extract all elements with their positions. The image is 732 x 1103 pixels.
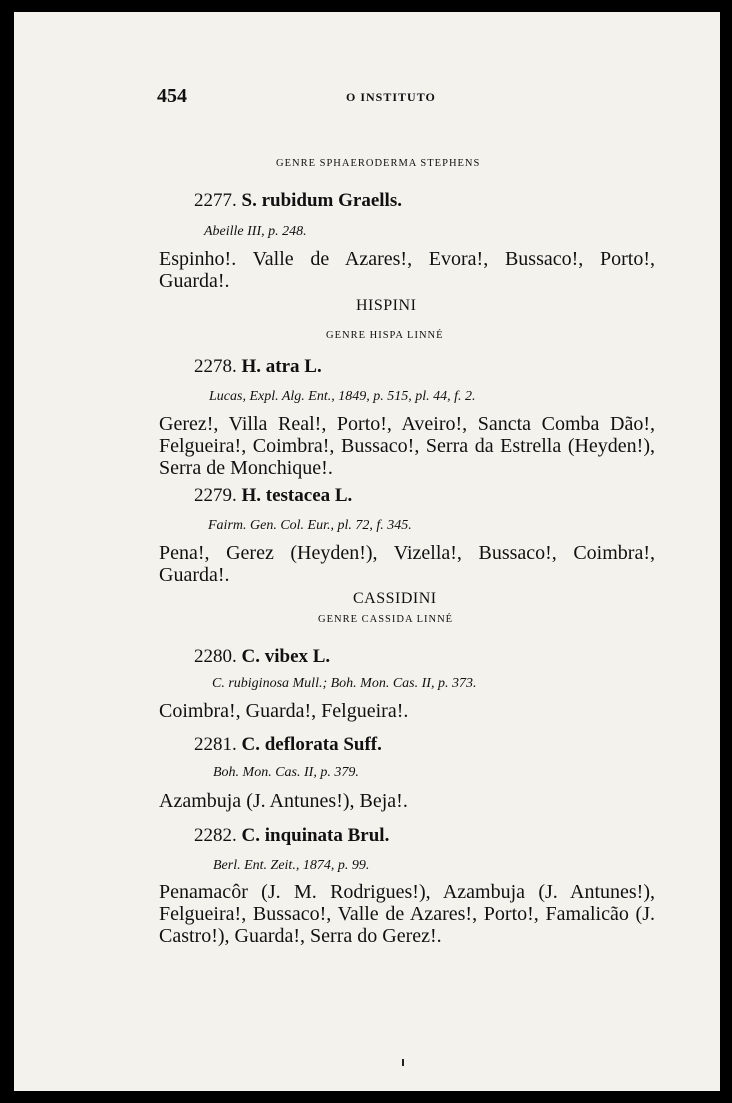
genre-heading-hispa: GENRE HISPA LINNÉ [326, 330, 444, 341]
species-2278 [194, 356, 322, 378]
species-reference: Abeille III, p. 248. [204, 224, 307, 239]
species-number: 2277. [194, 190, 237, 211]
tribe-heading-cassidini: CASSIDINI [353, 590, 437, 607]
species-number: 2279. [194, 485, 237, 506]
running-title: O INSTITUTO [346, 90, 436, 104]
species-number: 2281. [194, 734, 237, 755]
species-2277 [194, 190, 402, 212]
species-reference: C. rubiginosa Mull.; Boh. Mon. Cas. II, p. 373. [212, 676, 477, 691]
species-reference: Lucas, Expl. Alg. Ent., 1849, p. 515, pl. 44, f. 2. [209, 389, 476, 404]
species-2282 [194, 825, 389, 847]
species-name: S. rubidum Graells. [241, 190, 402, 211]
species-number: 2278. [194, 356, 237, 377]
species-name: C. deflorata Suff. [241, 734, 382, 755]
species-reference: Fairm. Gen. Col. Eur., pl. 72, f. 345. [208, 518, 412, 533]
species-2280 [194, 646, 330, 668]
species-localities: Espinho!. Valle de Azares!, Evora!, Bussaco!, Porto!, Guarda!. [159, 248, 655, 292]
species-localities: Coimbra!, Guarda!, Felgueira!. [159, 700, 409, 722]
species-localities: Pena!, Gerez (Heyden!), Vizella!, Bussaco!, Coimbra!, Guarda!. [159, 542, 655, 586]
species-localities: Gerez!, Villa Real!, Porto!, Aveiro!, Sancta Comba Dão!, Felgueira!, Coimbra!, Bussaco!, Serra da Estrella (Heyden!), Serra de Monchique!. [159, 413, 655, 479]
species-2281 [194, 734, 382, 756]
species-name: H. atra L. [241, 356, 322, 377]
book-page [14, 12, 720, 1091]
page-number: 454 [157, 85, 187, 107]
tribe-heading-hispini: HISPINI [356, 297, 417, 314]
species-localities: Azambuja (J. Antunes!), Beja!. [159, 790, 408, 812]
species-name: H. testacea L. [241, 485, 353, 506]
species-localities: Penamacôr (J. M. Rodrigues!), Azambuja (J. Antunes!), Felgueira!, Bussaco!, Valle de Azares!, Porto!, Famalicão (J. Castro!), Guarda!, Serra do Gerez!. [159, 881, 655, 947]
species-name: C. inquinata Brul. [241, 825, 390, 846]
species-number: 2282. [194, 825, 237, 846]
species-reference: Boh. Mon. Cas. II, p. 379. [213, 765, 359, 780]
species-name: C. vibex L. [241, 646, 331, 667]
ink-mark [402, 1059, 404, 1066]
species-2279 [194, 485, 352, 507]
genre-heading-cassida: GENRE CASSIDA LINNÉ [318, 614, 454, 625]
genre-heading-sphaeroderma: GENRE SPHAERODERMA STEPHENS [276, 158, 481, 169]
species-number: 2280. [194, 646, 237, 667]
species-reference: Berl. Ent. Zeit., 1874, p. 99. [213, 858, 370, 873]
